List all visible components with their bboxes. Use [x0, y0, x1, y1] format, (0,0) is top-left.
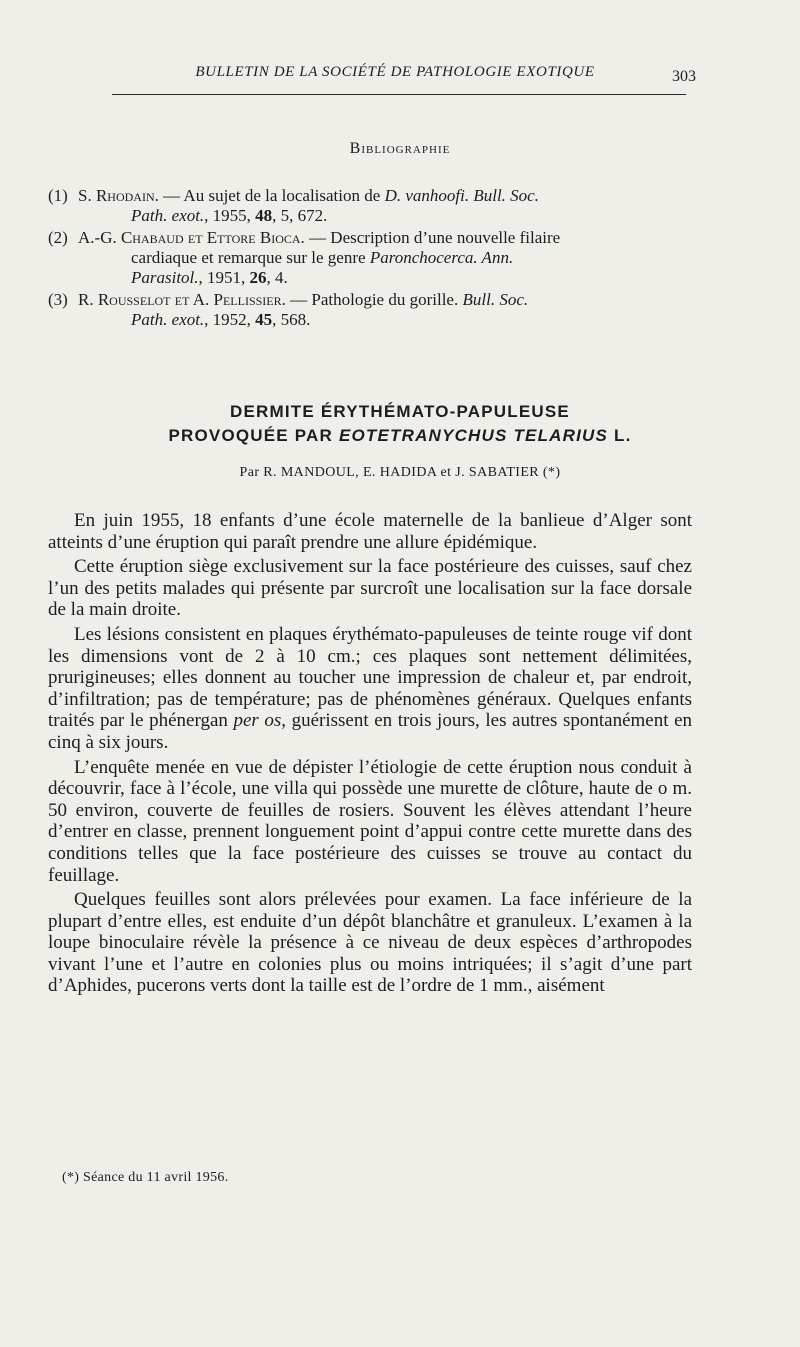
reference-author: A.-G. Chabaud et Ettore Bioca.	[78, 228, 305, 247]
reference-pages: , 4.	[266, 268, 288, 287]
header-rule	[112, 94, 686, 95]
reference-volume: 48	[255, 206, 273, 225]
reference-journal: Paronchocerca. Ann.	[369, 248, 514, 267]
reference-text: — Pathologie du gorille.	[285, 290, 463, 309]
reference-item	[48, 228, 688, 288]
reference-pages: , 5, 672.	[272, 206, 328, 225]
reference-number: (3)	[48, 290, 68, 309]
reference-journal: D. vanhoofi. Bull. Soc.	[384, 186, 539, 205]
footnote: (*) Séance du 11 avril 1956.	[62, 1170, 229, 1185]
lesions-text-end: , guérissent en trois jours, les autres spontanément en cinq à six jours.	[48, 710, 692, 753]
bibliography-heading: Bibliographie	[349, 140, 451, 157]
body-paragraph: L’enquête menée en vue de dépister l’étiologie de cette éruption nous conduit à découvrir, face à l’école, une villa qui possède une murette de clôture, haute de o m. 50 environ, couverte de feuilles de rosiers. Souvent les élèves attendant l’heure d’entrer en classe, prennent longuement point d’appui contre cette murette dans des conditions telles que la face postérieure des cuisses se trouve au contact du feuillage.	[48, 756, 692, 886]
reference-number: (1)	[48, 186, 68, 205]
reference-item	[48, 186, 688, 226]
lesions-text: Les lésions consistent en plaques érythémato-papuleuses de teinte rouge vif dont les dimensions vont de 2 à 10 cm.; ces plaques sont nettement délimitées, prurigineuses; elles donnent au toucher une impression de chaleur et, par endroit, d’infiltration; pas de température; pas de phénomènes généraux. Quelques enfants traités par le phénergan	[48, 623, 692, 732]
page-number: 303	[672, 68, 696, 85]
reference-journal-cont: Parasitol.	[131, 268, 199, 287]
reference-journal: Bull. Soc.	[462, 290, 529, 309]
title-suffix: L.	[608, 426, 632, 445]
reference-year: , 1955,	[204, 206, 256, 225]
reference-text: — Au sujet de la localisation de	[158, 186, 385, 205]
article-title	[0, 400, 800, 448]
body-paragraph	[48, 624, 692, 754]
reference-year: , 1952,	[204, 310, 256, 329]
reference-journal-cont: Path. exot.	[131, 206, 205, 225]
reference-number: (2)	[48, 228, 68, 247]
reference-pages: , 568.	[272, 310, 311, 329]
body-paragraph: En juin 1955, 18 enfants d’une école maternelle de la banlieue d’Alger sont atteints d’une éruption qui paraît prendre une allure épidémique.	[48, 510, 692, 553]
body-paragraph: Quelques feuilles sont alors prélevées pour examen. La face inférieure de la plupart d’entre elles, est enduite d’un dépôt blanchâtre et granuleux. L’examen à la loupe binoculaire révèle la présence à ce niveau de deux espèces d’arthropodes vivant l’une et l’autre en colonies plus ou moins intriquées; il s’agit d’une part d’Aphides, pucerons verts dont la taille est de l’ordre de 1 mm., aisément	[48, 889, 692, 997]
body-paragraph: Cette éruption siège exclusivement sur la face postérieure des cuisses, sauf chez l’un des petits malades qui présente par surcroît une localisation sur la face dorsale de la main droite.	[48, 556, 692, 621]
reference-volume: 45	[255, 310, 273, 329]
author-byline: Par R. MANDOUL, E. HADIDA et J. SABATIER (*)	[239, 465, 561, 480]
reference-author: S. Rhodain.	[78, 186, 159, 205]
article-title-line-1: DERMITE ÉRYTHÉMATO-PAPULEUSE	[230, 402, 570, 421]
reference-text-cont: cardiaque et remarque sur le genre	[131, 248, 370, 267]
reference-journal-cont: Path. exot.	[131, 310, 205, 329]
reference-author: R. Rousselot et A. Pellissier.	[78, 290, 286, 309]
article-body	[48, 510, 692, 1000]
running-head: BULLETIN DE LA SOCIÉTÉ DE PATHOLOGIE EXOTIQUE	[195, 64, 595, 80]
reference-volume: 26	[249, 268, 267, 287]
reference-text: — Description d’une nouvelle filaire	[304, 228, 561, 247]
title-prefix: PROVOQUÉE PAR	[168, 426, 339, 445]
reference-item	[48, 290, 688, 330]
reference-year: , 1951,	[198, 268, 250, 287]
reference-list	[48, 186, 688, 332]
lesions-latin-term: per os	[233, 710, 282, 732]
article-title-line-2	[0, 424, 800, 448]
title-species-name: EOTETRANYCHUS TELARIUS	[338, 426, 609, 445]
